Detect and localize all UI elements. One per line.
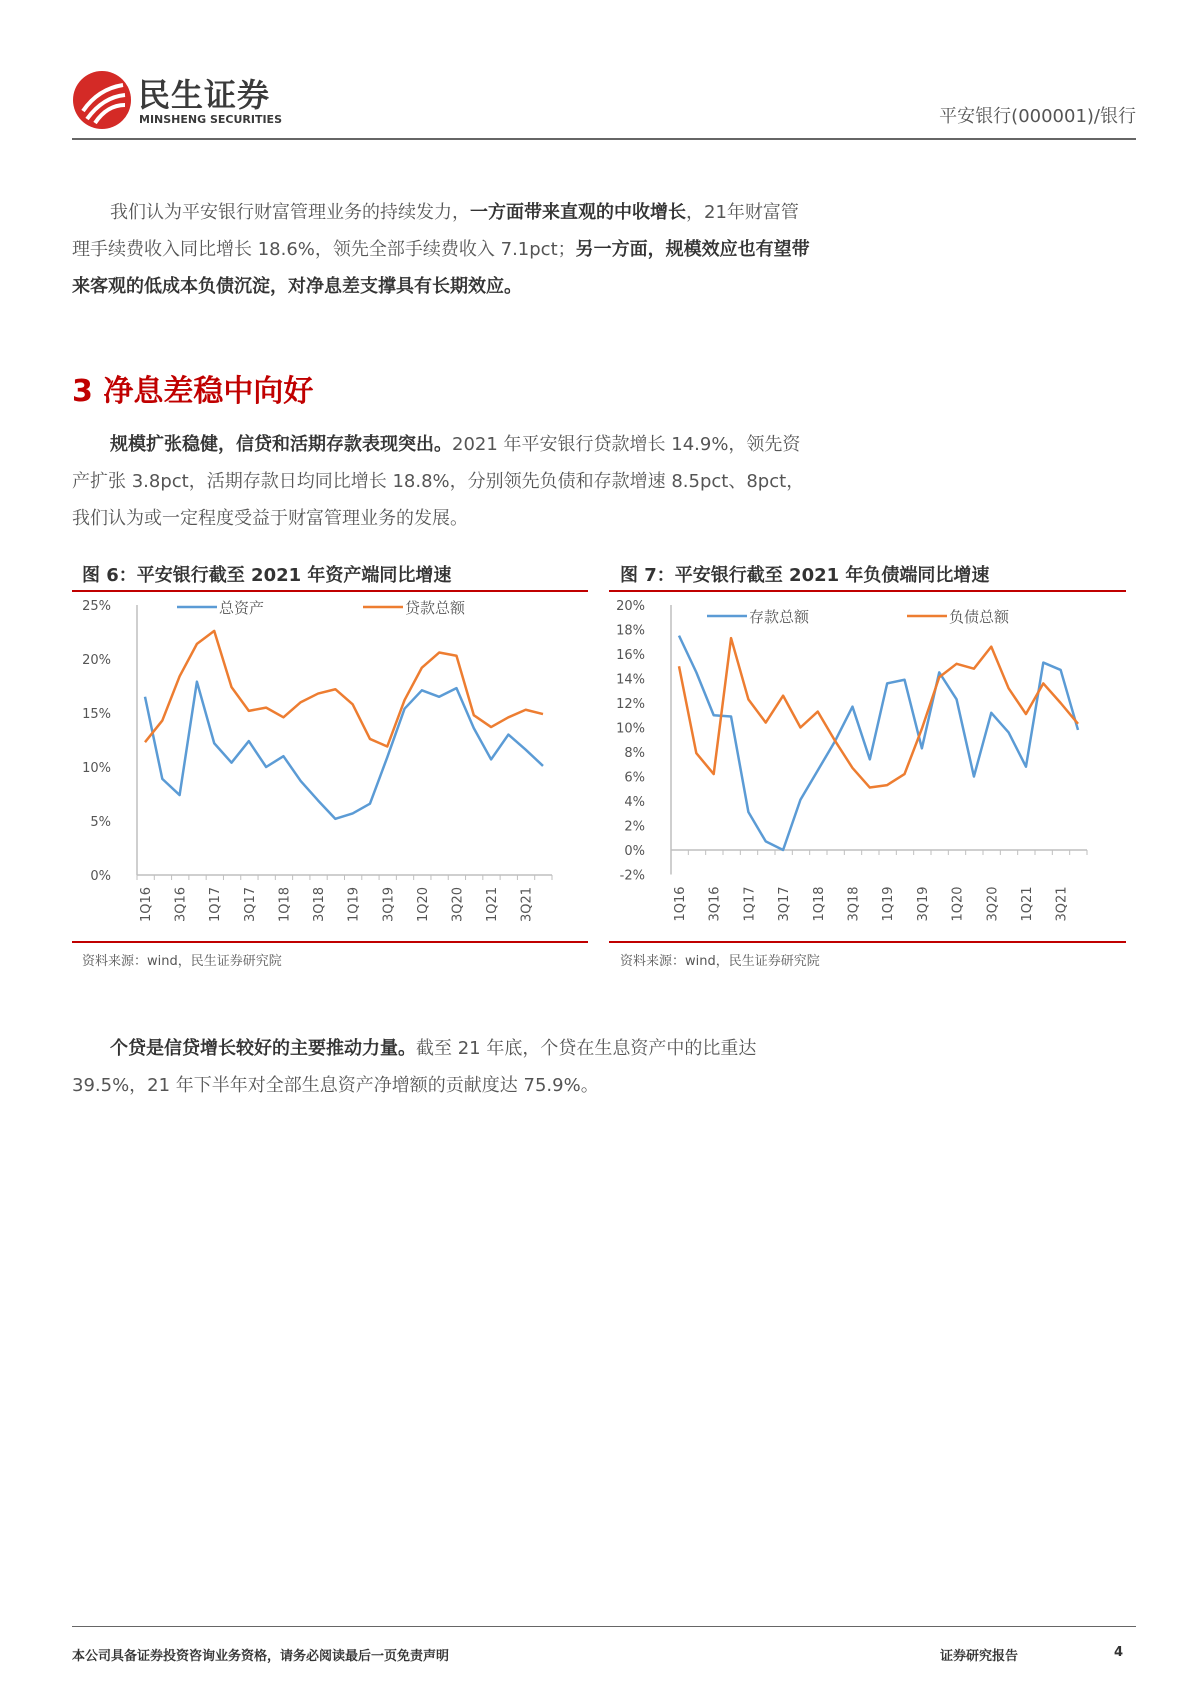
legend-label: 总资产 (219, 599, 265, 617)
logo-icon (73, 71, 131, 129)
y-tick-label: 5% (90, 815, 111, 830)
y-tick-label: 8% (624, 746, 645, 761)
text: ，21年财富管理手续费收入同比增长 18.6%，领先全部手续费收入 7.1pct； (72, 202, 799, 260)
x-tick-label: 1Q20 (950, 886, 966, 922)
x-tick-label: 3Q17 (777, 886, 793, 922)
x-tick-label: 3Q17 (242, 887, 258, 923)
logo-text: 民生证券 (138, 76, 271, 114)
x-tick-label: 1Q21 (1019, 886, 1035, 922)
text: 2021 年平安银行贷款增长 14.9%，领先资产扩张 3.8pct，活期存款日均同比增长 18.8%，分别领先负债和存款增速 8.5pct、8pct，我们认为或一定程度受益于财富管理业务的发展。 (72, 434, 805, 529)
y-tick-label: 0% (90, 869, 111, 884)
header-divider (72, 138, 1136, 140)
x-tick-label: 3Q18 (846, 886, 862, 922)
x-tick-label: 3Q21 (519, 887, 535, 923)
figure-6-bottom-rule (72, 941, 588, 943)
x-tick-label: 1Q17 (208, 887, 224, 923)
legend-label: 存款总额 (749, 608, 810, 626)
y-tick-label: 10% (616, 721, 645, 737)
x-tick-label: 1Q19 (346, 887, 362, 923)
y-tick-label: 0% (624, 844, 645, 859)
x-tick-label: 1Q19 (881, 886, 897, 922)
y-tick-label: 14% (616, 672, 645, 688)
bold-text: 规模扩张稳健，信贷和活期存款表现突出。 (110, 434, 452, 455)
x-tick-label: 1Q21 (485, 887, 501, 923)
figure-6-top-rule (72, 590, 588, 592)
y-tick-label: 10% (82, 761, 111, 776)
figure-7-title: 图 7：平安银行截至 2021 年负债端同比增速 (620, 565, 990, 586)
bold-text: 一方面带来直观的中收增长 (470, 202, 686, 223)
document-reference: 平安银行(000001)/银行 (939, 106, 1136, 127)
x-tick-label: 3Q19 (381, 887, 397, 923)
y-tick-label: 20% (82, 653, 111, 668)
x-tick-label: 1Q18 (811, 886, 827, 922)
figure-7-bottom-rule (609, 941, 1126, 943)
x-tick-label: 3Q19 (915, 886, 931, 922)
chart-figure-6 (72, 595, 588, 940)
footer-report-type: 证券研究报告 (940, 1649, 1019, 1664)
y-tick-label: 4% (624, 795, 645, 810)
figure-6-title: 图 6：平安银行截至 2021 年资产端同比增速 (82, 565, 452, 586)
page-number: 4 (1114, 1645, 1124, 1660)
paragraph-wealth (72, 194, 812, 305)
bold-text: 另一方面，规模效应也有望带来客观的低成本负债沉淀，对净息差支撑具有长期效应。 (72, 239, 810, 297)
chart-figure-7 (609, 595, 1126, 940)
x-tick-label: 1Q16 (139, 887, 154, 923)
x-tick-label: 1Q20 (415, 887, 431, 923)
x-tick-label: 3Q21 (1054, 886, 1070, 922)
bold-text: 个贷是信贷增长较好的主要推动力量。 (110, 1038, 416, 1059)
x-tick-label: 1Q17 (742, 886, 758, 922)
y-tick-label: 25% (82, 599, 111, 614)
paragraph-scale (72, 426, 812, 537)
footer-divider (72, 1626, 1136, 1627)
figure-6-source: 资料来源：wind，民生证券研究院 (82, 954, 282, 969)
y-tick-label: 6% (624, 770, 645, 786)
figure-7-top-rule (609, 590, 1126, 592)
x-tick-label: 1Q16 (673, 886, 688, 922)
x-tick-label: 3Q16 (707, 886, 723, 922)
y-tick-label: 2% (624, 819, 645, 835)
logo-subtext: MINSHENG SECURITIES (139, 113, 282, 126)
x-tick-label: 3Q16 (173, 887, 189, 923)
legend-label: 贷款总额 (405, 599, 466, 617)
x-tick-label: 3Q20 (985, 886, 1001, 922)
footer-disclaimer: 本公司具备证券投资咨询业务资格，请务必阅读最后一页免责声明 (72, 1649, 450, 1664)
x-tick-label: 1Q18 (277, 887, 293, 923)
y-tick-label: 15% (82, 707, 111, 722)
figure-7-source: 资料来源：wind，民生证券研究院 (620, 954, 820, 969)
text: 我们认为平安银行财富管理业务的持续发力， (110, 202, 470, 223)
y-tick-label: 16% (616, 648, 645, 663)
paragraph-personal-loans (72, 1030, 812, 1104)
text: 截至 21 年底，个贷在生息资产中的比重达 39.5%，21 年下半年对全部生息资产净增额的贡献度达 75.9%。 (72, 1038, 757, 1096)
section-heading: 3 净息差稳中向好 (72, 374, 314, 409)
x-tick-label: 3Q18 (312, 887, 328, 923)
series-line-orange (145, 631, 543, 747)
legend-label: 负债总额 (949, 608, 1010, 626)
y-tick-label: -2% (619, 868, 645, 884)
y-tick-label: 12% (616, 697, 645, 712)
x-tick-label: 3Q20 (450, 887, 466, 923)
y-tick-label: 20% (616, 599, 645, 614)
y-tick-label: 18% (616, 623, 645, 639)
series-line-blue (145, 682, 543, 819)
